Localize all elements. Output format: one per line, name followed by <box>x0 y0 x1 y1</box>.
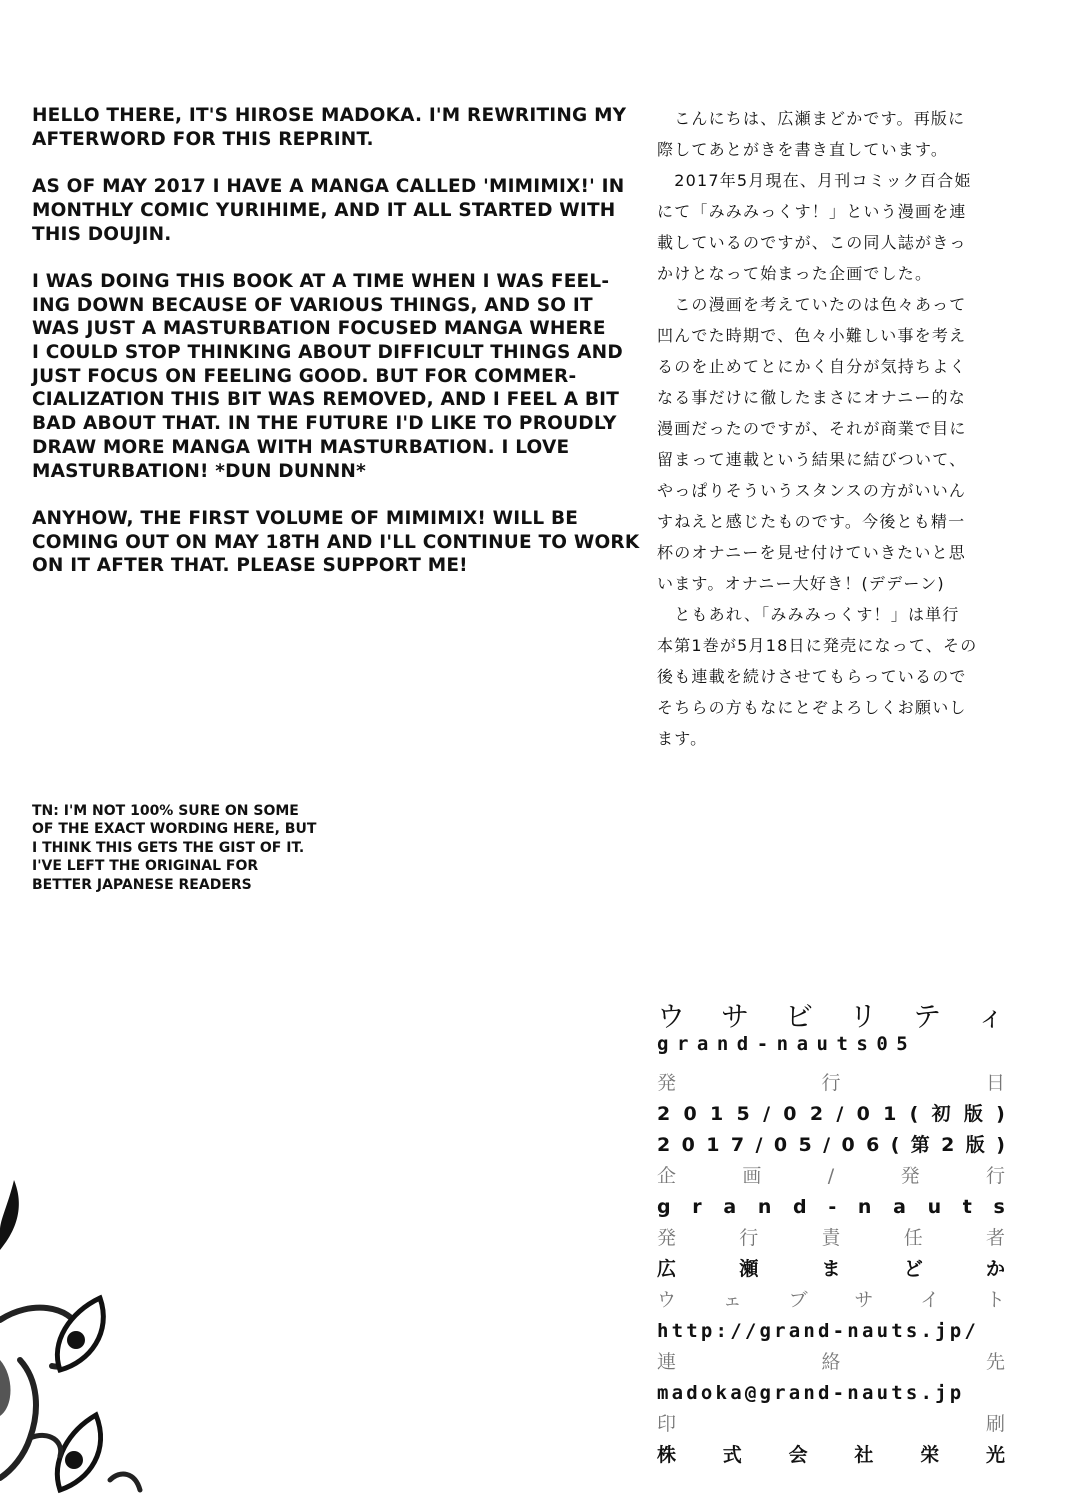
colophon-char: 版 <box>963 1103 983 1125</box>
colophon-char: ど <box>903 1258 923 1280</box>
colophon-char: 先 <box>985 1351 1005 1373</box>
colophon-char: 印 <box>657 1413 677 1435</box>
text-line: WAS JUST A MASTURBATION FOCUSED MANGA WHERE <box>32 318 606 340</box>
colophon-label <box>657 1068 1005 1099</box>
text-line: BAD ABOUT THAT. IN THE FUTURE I'D LIKE TO PROUDLY <box>32 413 617 435</box>
colophon-char: イ <box>920 1289 940 1311</box>
colophon-char: 発 <box>657 1072 677 1094</box>
colophon-char: 栄 <box>920 1444 940 1466</box>
colophon-char: 画 <box>742 1165 762 1187</box>
colophon-char: 行 <box>985 1165 1005 1187</box>
title-char: サ <box>720 1000 749 1033</box>
colophon-char: 発 <box>657 1227 677 1249</box>
colophon-char: 社 <box>854 1444 874 1466</box>
english-paragraph-1 <box>32 104 627 151</box>
colophon-char: 日 <box>985 1072 1005 1094</box>
text-line: 漫画だったのですが、それが商業で目に <box>657 419 967 438</box>
text-line: HELLO THERE, IT'S HIROSE MADOKA. I'M REWRITING MY <box>32 105 627 126</box>
colophon <box>657 1000 1005 1471</box>
colophon-char: 絡 <box>821 1351 841 1373</box>
colophon-char: / <box>827 1165 835 1187</box>
colophon-char: 瀬 <box>739 1258 759 1280</box>
colophon-char: madoka@grand-nauts.jp <box>657 1382 965 1404</box>
colophon-char: / <box>823 1134 831 1156</box>
english-paragraph-4 <box>32 507 640 578</box>
text-line: CIALIZATION THIS BIT WAS REMOVED, AND I FEEL A BIT <box>32 389 620 411</box>
text-line: かけとなって始まった企画でした。 <box>657 264 933 283</box>
colophon-char: 任 <box>903 1227 923 1249</box>
colophon-char: a <box>723 1196 737 1218</box>
colophon-char: 1 <box>706 1134 720 1156</box>
text-line: 本第1巻が5月18日に発売になって、その <box>657 636 978 655</box>
colophon-char: ) <box>996 1134 1005 1156</box>
colophon-value <box>657 1099 1005 1130</box>
colophon-char: 行 <box>821 1072 841 1094</box>
text-line: ON IT AFTER THAT. PLEASE SUPPORT ME! <box>32 555 468 577</box>
text-line: 際してあとがきを書き直しています。 <box>657 140 949 159</box>
colophon-char: s <box>993 1196 1005 1218</box>
text-line: そちらの方もなにとぞよろしくお願いし <box>657 698 967 717</box>
colophon-char: 広 <box>657 1258 677 1280</box>
colophon-char: r <box>692 1196 702 1218</box>
text-line: I WAS DOING THIS BOOK AT A TIME WHEN I WAS FEEL- <box>32 270 610 292</box>
text-line: I COULD STOP THINKING ABOUT DIFFICULT THINGS AND <box>32 342 623 363</box>
colophon-value <box>657 1254 1005 1285</box>
colophon-char: 光 <box>985 1444 1005 1466</box>
colophon-char: 0 <box>856 1103 870 1125</box>
text-line: ANYHOW, THE FIRST VOLUME OF MIMIMIX! WILL BE <box>32 507 579 529</box>
text-line: 凹んでた時期で、色々小難しい事を考え <box>657 326 967 345</box>
text-line: DRAW MORE MANGA WITH MASTURBATION. I LOVE <box>32 436 570 458</box>
text-line: にて「みみみっくす！」という漫画を連 <box>657 202 967 221</box>
colophon-char: 2 <box>809 1103 824 1125</box>
text-line: AFTERWORD FOR THIS REPRINT. <box>32 128 374 150</box>
colophon-char: ) <box>996 1103 1005 1125</box>
colophon-char: 企 <box>657 1165 677 1187</box>
colophon-char: 版 <box>965 1134 985 1156</box>
title-char: ウ <box>657 1000 686 1033</box>
colophon-char: 責 <box>821 1227 841 1249</box>
title-char: テ <box>912 1000 941 1033</box>
text-line: JUST FOCUS ON FEELING GOOD. BUT FOR COMMER- <box>32 365 577 387</box>
colophon-char: t <box>962 1196 972 1218</box>
colophon-value <box>657 1130 1005 1161</box>
text-line: やっぱりそういうスタンスの方がいいん <box>657 481 967 500</box>
colophon-label <box>657 1223 1005 1254</box>
english-paragraph-2 <box>32 175 625 246</box>
text-line: ING DOWN BECAUSE OF VARIOUS THINGS, AND SO IT <box>32 294 593 316</box>
colophon-char: 1 <box>883 1103 897 1125</box>
colophon-value <box>657 1440 1005 1471</box>
colophon-char: 5 <box>798 1134 812 1156</box>
text-line: います。オナニー大好き！(デデーン) <box>657 574 945 593</box>
colophon-char: d <box>793 1196 807 1218</box>
afterword-japanese <box>657 103 1007 754</box>
text-line: 後も連載を続けさせてもらっているので <box>657 667 967 686</box>
colophon-char: 発 <box>900 1165 920 1187</box>
text-line: ともあれ、「みみみっくす！」は単行 <box>657 605 960 624</box>
text-line: I THINK THIS GETS THE GIST OF IT. <box>32 839 305 856</box>
colophon-char: 2 <box>657 1134 671 1156</box>
text-line: 2017年5月現在、月刊コミック百合姫 <box>657 171 972 190</box>
colophon-char: 1 <box>710 1103 724 1125</box>
colophon-char: ( <box>890 1134 900 1156</box>
colophon-char: ウ <box>657 1289 677 1311</box>
text-line: I'VE LEFT THE ORIGINAL FOR <box>32 858 259 875</box>
colophon-char: n <box>857 1196 872 1218</box>
colophon-rows <box>657 1068 1005 1471</box>
colophon-char: ブ <box>788 1289 808 1311</box>
text-line: こんにちは、広瀬まどかです。再版に <box>657 109 966 128</box>
colophon-char: 第 <box>910 1134 930 1156</box>
colophon-char: 式 <box>722 1444 742 1466</box>
colophon-char: か <box>985 1258 1005 1280</box>
text-line: AS OF MAY 2017 I HAVE A MANGA CALLED 'MIMIMIX!' IN <box>32 176 625 198</box>
colophon-value <box>657 1316 1005 1347</box>
text-line: この漫画を考えていたのは色々あって <box>657 295 967 314</box>
title-char: リ <box>848 1000 877 1033</box>
colophon-char: 者 <box>985 1227 1005 1249</box>
text-line: ます。 <box>657 729 708 748</box>
colophon-char: ( <box>909 1103 919 1125</box>
colophon-value <box>657 1192 1005 1223</box>
text-line: 杯のオナニーを見せ付けていきたいと思 <box>657 543 966 562</box>
colophon-char: 5 <box>736 1103 750 1125</box>
floral-ornament <box>0 1180 170 1500</box>
text-line: なる事だけに徹したまさにオナニー的な <box>657 388 966 407</box>
colophon-char: http://grand-nauts.jp/ <box>657 1320 980 1342</box>
title-char: ビ <box>784 1000 813 1033</box>
colophon-char: ト <box>985 1289 1005 1311</box>
title-char: ィ <box>976 1000 1005 1033</box>
colophon-value <box>657 1378 1005 1409</box>
circle-catalog-id: grand-nauts05 <box>657 1033 917 1055</box>
colophon-char: 0 <box>681 1134 695 1156</box>
colophon-char: / <box>763 1103 771 1125</box>
english-paragraph-3 <box>32 270 623 483</box>
colophon-label <box>657 1161 1005 1192</box>
text-line: OF THE EXACT WORDING HERE, BUT <box>32 821 317 838</box>
colophon-char: 行 <box>739 1227 759 1249</box>
colophon-char: / <box>836 1103 844 1125</box>
text-line: MASTURBATION! *DUN DUNNN* <box>32 460 366 482</box>
text-line: TN: I'M NOT 100% SURE ON SOME <box>32 803 299 819</box>
colophon-char: 0 <box>783 1103 797 1125</box>
afterword-english <box>32 104 640 578</box>
colophon-char: 0 <box>683 1103 697 1125</box>
translator-note <box>32 802 332 894</box>
colophon-char: サ <box>854 1289 874 1311</box>
colophon-char: u <box>927 1196 942 1218</box>
colophon-char: 0 <box>841 1134 855 1156</box>
colophon-char: a <box>893 1196 906 1218</box>
text-line: MONTHLY COMIC YURIHIME, AND IT ALL STARTED WITH <box>32 199 616 221</box>
colophon-char: 2 <box>657 1103 671 1125</box>
book-title <box>657 1000 1005 1034</box>
text-line: るのを止めてとにかく自分が気持ちよく <box>657 357 967 376</box>
colophon-char: n <box>757 1196 772 1218</box>
colophon-char: g <box>657 1196 671 1218</box>
colophon-char: 6 <box>866 1134 880 1156</box>
colophon-char: / <box>755 1134 763 1156</box>
colophon-char: ま <box>821 1258 841 1280</box>
colophon-char: 初 <box>931 1103 951 1125</box>
colophon-label <box>657 1347 1005 1378</box>
text-line: すねえと感じたものです。今後とも精一 <box>657 512 966 531</box>
text-line: 載しているのですが、この同人誌がきっ <box>657 233 967 252</box>
colophon-char: 連 <box>657 1351 677 1373</box>
colophon-label <box>657 1409 1005 1440</box>
colophon-char: 会 <box>788 1444 808 1466</box>
text-line: BETTER JAPANESE READERS <box>32 876 252 893</box>
colophon-char: 7 <box>730 1134 745 1156</box>
colophon-char: 2 <box>941 1134 955 1156</box>
colophon-char: - <box>828 1196 837 1218</box>
colophon-label <box>657 1285 1005 1316</box>
text-line: THIS DOUJIN. <box>32 223 172 245</box>
text-line: 留まって連載という結果に結びついて、 <box>657 450 967 469</box>
colophon-char: ェ <box>722 1289 742 1311</box>
colophon-char: 0 <box>773 1134 788 1156</box>
colophon-char: 刷 <box>985 1413 1005 1435</box>
colophon-char: 株 <box>657 1444 677 1466</box>
text-line: COMING OUT ON MAY 18TH AND I'LL CONTINUE TO WORK <box>32 531 640 553</box>
